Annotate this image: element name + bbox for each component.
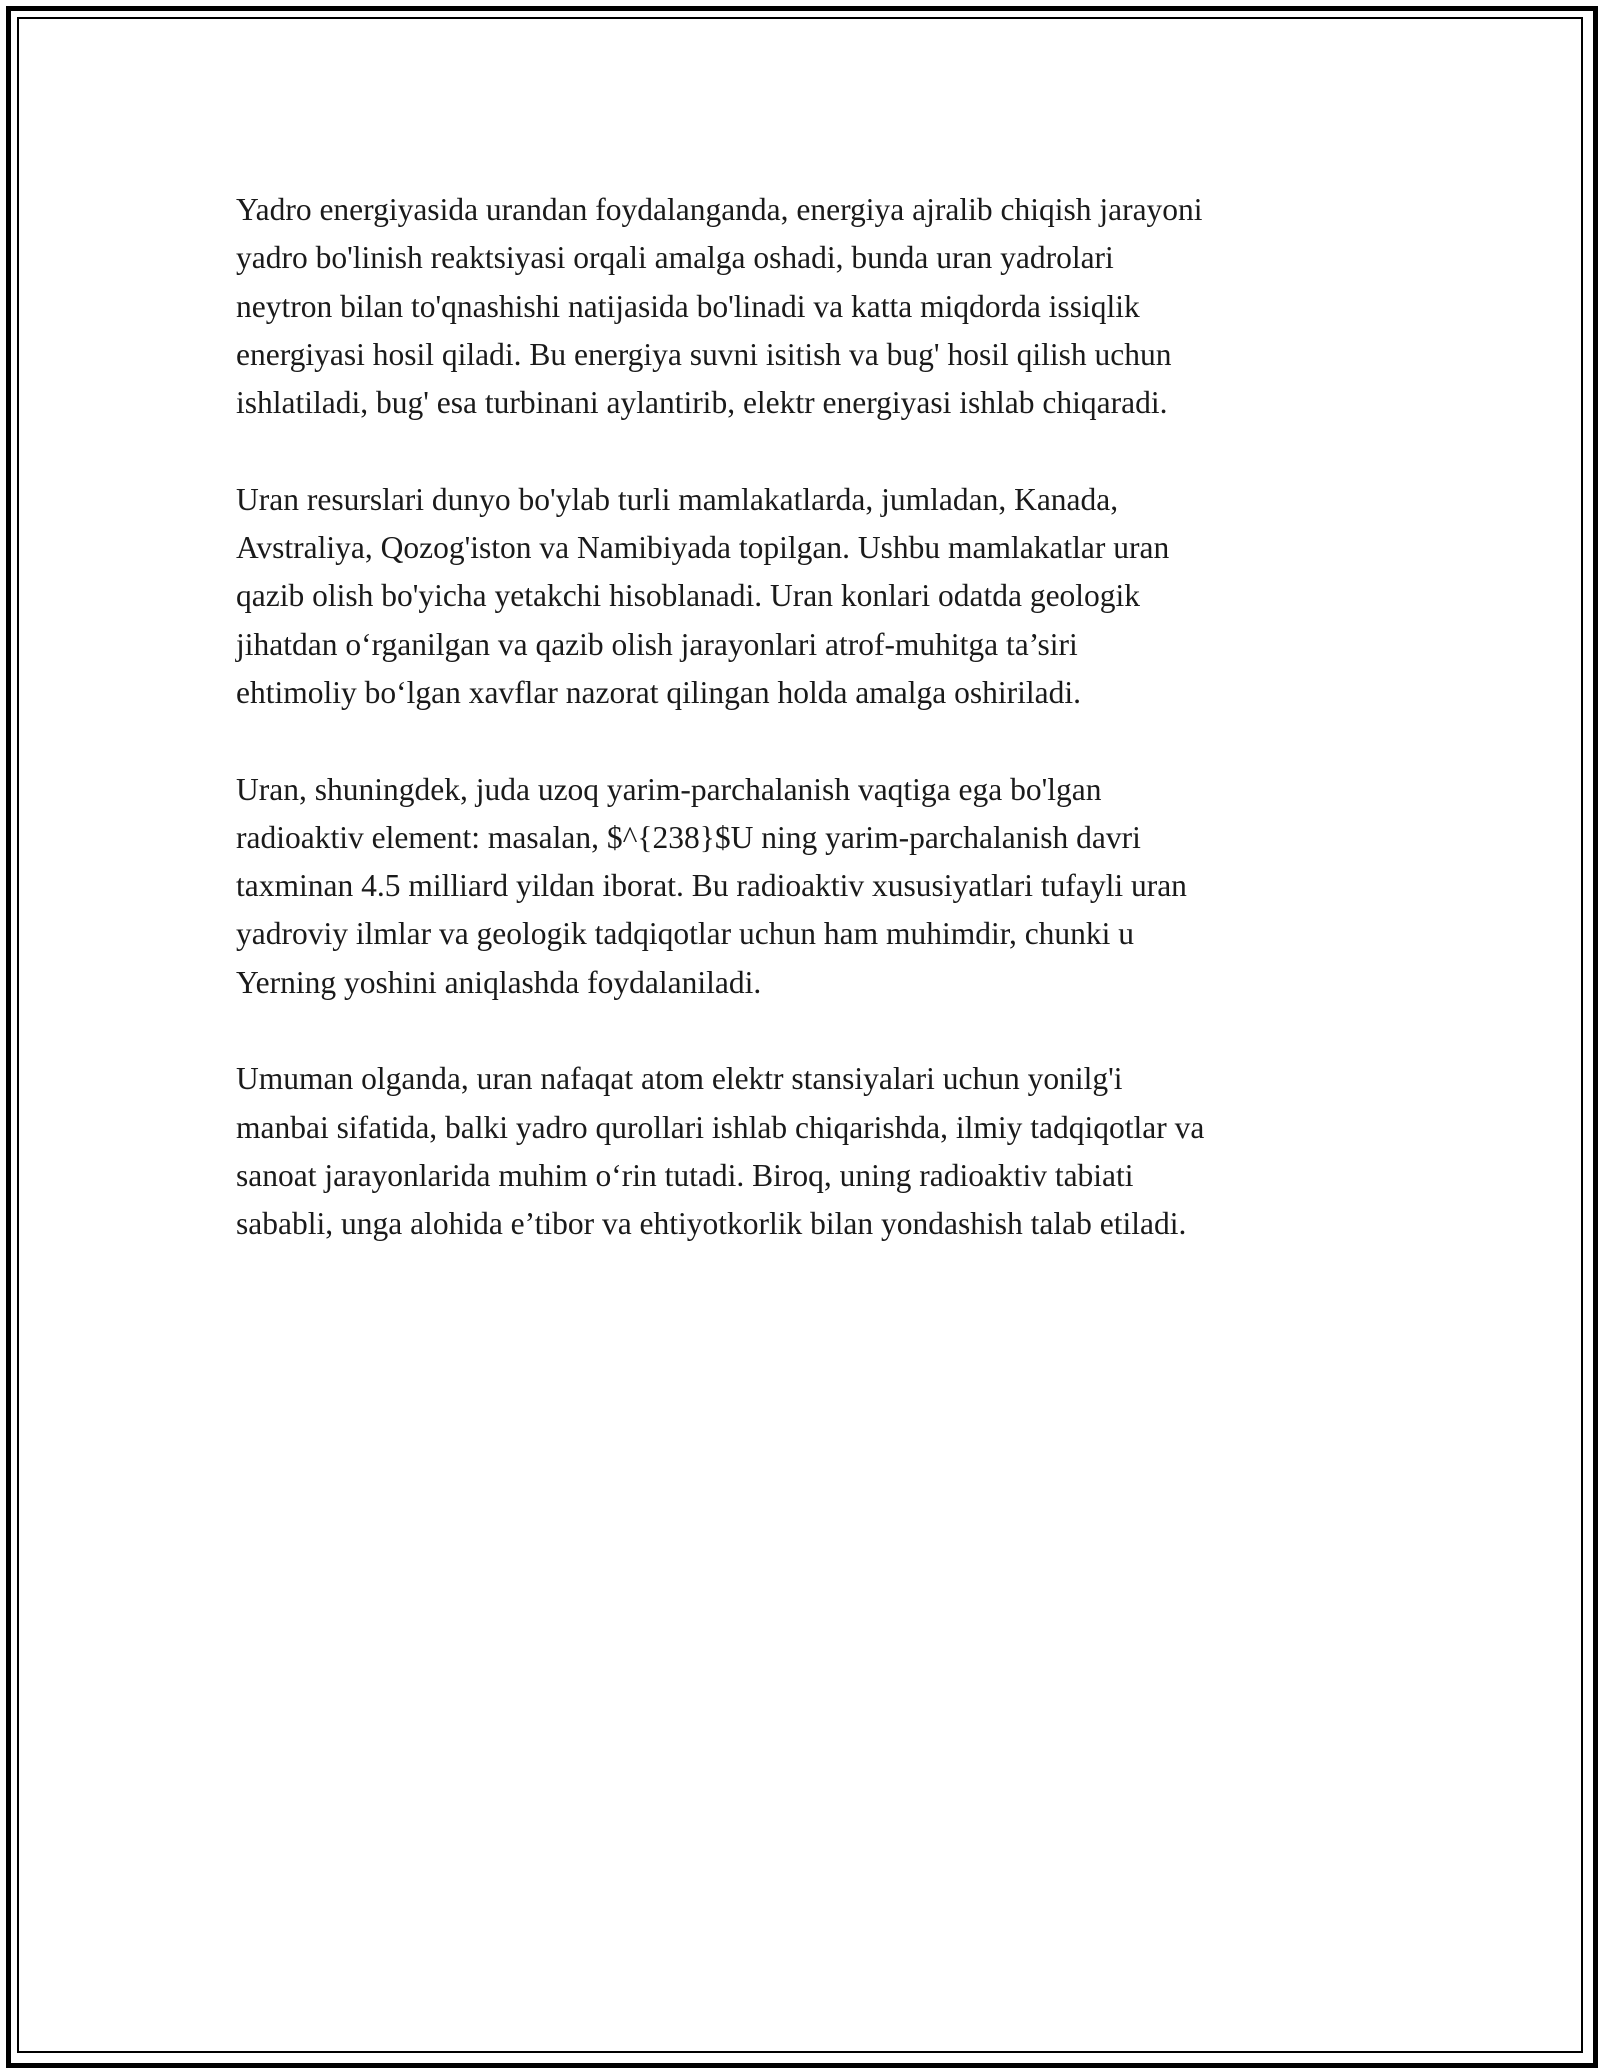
text-line: energiyasi hosil qiladi. Bu energiya suvni isitish va bug' hosil qilish uchun	[236, 336, 1172, 372]
text-line: Avstraliya, Qozog'iston va Namibiyada topilgan. Ushbu mamlakatlar uran	[236, 530, 1170, 566]
text-line: ehtimoliy bo‘lgan xavflar nazorat qilingan holda amalga oshiriladi.	[236, 674, 1081, 710]
paragraph-4	[236, 1055, 1376, 1248]
paragraph-3	[236, 766, 1376, 1007]
text-line: Uran resurslari dunyo bo'ylab turli mamlakatlarda, jumladan, Kanada,	[236, 481, 1119, 517]
paragraph-1	[236, 186, 1376, 427]
text-line: yadroviy ilmlar va geologik tadqiqotlar uchun ham muhimdir, chunki u	[236, 916, 1135, 952]
text-line: Yerning yoshini aniqlashda foydalaniladi.	[236, 964, 762, 1000]
text-line: Umuman olganda, uran nafaqat atom elektr stansiyalari uchun yonilg'i	[236, 1061, 1123, 1097]
text-line: radioaktiv element: masalan, $^{238}$U ning yarim-parchalanish davri	[236, 819, 1141, 855]
text-line: Uran, shuningdek, juda uzoq yarim-parchalanish vaqtiga ega bo'lgan	[236, 771, 1102, 807]
text-line: sababli, unga alohida e’tibor va ehtiyotkorlik bilan yondashish talab etiladi.	[236, 1206, 1187, 1242]
text-line: qazib olish bo'yicha yetakchi hisoblanadi. Uran konlari odatda geologik	[236, 578, 1141, 614]
text-line: jihatdan o‘rganilgan va qazib olish jarayonlari atrof-muhitga ta’siri	[236, 626, 1078, 662]
document-body	[236, 186, 1376, 1297]
text-line: manbai sifatida, balki yadro qurollari ishlab chiqarishda, ilmiy tadqiqotlar va	[236, 1109, 1205, 1145]
text-line: taxminan 4.5 milliard yildan iborat. Bu radioaktiv xususiyatlari tufayli uran	[236, 868, 1187, 904]
text-line: neytron bilan to'qnashishi natijasida bo'linadi va katta miqdorda issiqlik	[236, 288, 1140, 324]
text-line: ishlatiladi, bug' esa turbinani aylantirib, elektr energiyasi ishlab chiqaradi.	[236, 385, 1168, 421]
text-line: yadro bo'linish reaktsiyasi orqali amalga oshadi, bunda uran yadrolari	[236, 240, 1114, 276]
text-line: sanoat jarayonlarida muhim o‘rin tutadi. Biroq, uning radioaktiv tabiati	[236, 1157, 1134, 1193]
paragraph-2	[236, 476, 1376, 717]
text-line: Yadro energiyasida urandan foydalanganda, energiya ajralib chiqish jarayoni	[236, 192, 1203, 227]
